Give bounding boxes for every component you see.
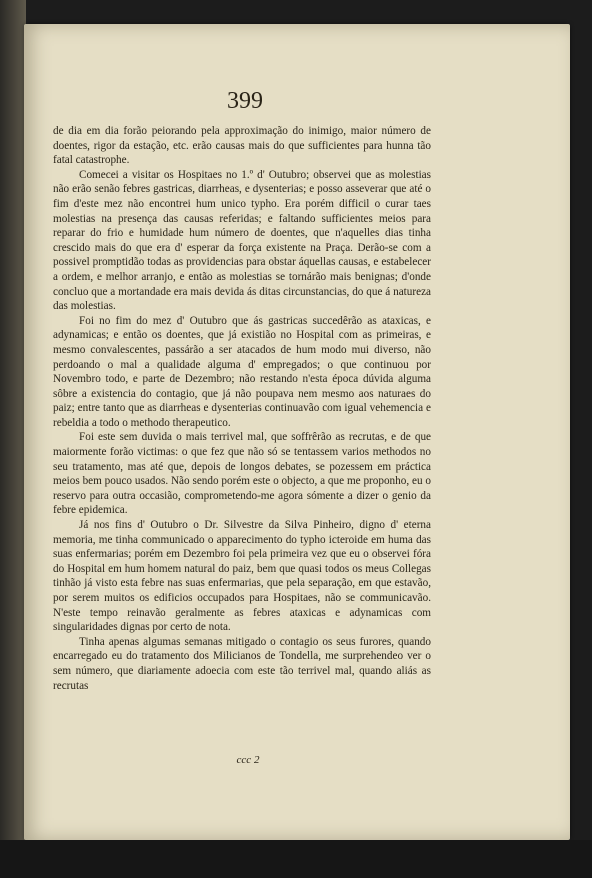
book-spine bbox=[0, 0, 26, 878]
paragraph-4: Foi este sem duvida o mais terrivel mal, que soffrêrão as recrutas, e de que maiormente forão victimas: o que fez que não só se tentassem varios methodos no seu tratamento, mas até que, depois de longos debates, se pozessem em práctica meios bem pouco usados. Não sendo porém este o objecto, a que me proponho, eu o reservo para outra occasião, comprometendo-me agora sómente a dizer o genio da febre epidemica. bbox=[53, 431, 431, 517]
paragraph-5: Já nos fins d' Outubro o Dr. Silvestre da Silva Pinheiro, digno d' eterna memoria, me tinha communicado o apparecimento do typho icteroide em huma das suas enfermarias; porém em Dezembro foi pela primeira vez que eu o observei fóra do Hospital em hum homem natural do paiz, bem que quasi todos os meus Collegas tinhão já visto esta febre nas suas enfermarias, que pela separação, em que estavão, por serem muitos os edificios occupados para Hospitaes, não se communicavão. N'este tempo reinavão geralmente as febres ataxicas e adynamicas com singularidades dignas por certo de nota. bbox=[53, 519, 431, 634]
scan-background bbox=[0, 840, 592, 878]
paragraph-3: Foi no fim do mez d' Outubro que ás gastricas succedêrão as ataxicas, e adynamicas; e então os doentes, que já existião no Hospital com as primeiras, e mesmo convalescentes, passárão a ser atacados de hum modo mui diverso, não perdoando o mal a qualidade alguma d' empregados; o que continuou por Novembro todo, e parte de Dezembro; não restando n'esta época dúvida alguma sôbre a existencia do contagio, que já não poupava nem mesmo aos naturaes do paiz; entre tanto que as diarrheas e dysenterias continuavão com igual vehemencia e rebeldia a todo o methodo therapeutico. bbox=[53, 314, 431, 429]
paragraph-6: Tinha apenas algumas semanas mitigado o contagio os seus furores, quando encarregado eu do tratamento dos Milicianos de Tondella, me surprehendeo ver o sem número, que diariamente adoecia com este tão terrivel mal, quando aliás as recrutas bbox=[53, 635, 431, 692]
paragraph-1: de dia em dia forão peiorando pela approximação do inimigo, maior número de doentes, rigor da estação, etc. erão causas mais do que sufficientes para hunna tão fatal catastrophe. bbox=[53, 125, 431, 167]
paragraph-2: Comecei a visitar os Hospitaes no 1.º d' Outubro; observei que as molestias não erão senão febres gastricas, diarrheas, e dysenterias; e posso asseverar que até o fim d'este mez não encontrei hum unico typho. Era porém difficil o curar taes molestias na presença das causas referidas; e faltando sufficientes meios para reparar do frio e humidade hum número de doentes, que n'aquelles dias tinha crescido mais do que era d' esperar da força existente na Praça. Derão-se com a possivel promptidão todas as providencias para obstar áquellas causas, e estabelecer a ordem, e melhor arranjo, e então as molestias se tornárão mais benignas; d'onde concluo que a mortandade era mais devida ás ditas circunstancias, do que á natureza das molestias. bbox=[53, 168, 431, 313]
body-text bbox=[53, 124, 431, 693]
signature-mark: ccc 2 bbox=[236, 754, 260, 766]
page-number: 399 bbox=[227, 88, 263, 114]
